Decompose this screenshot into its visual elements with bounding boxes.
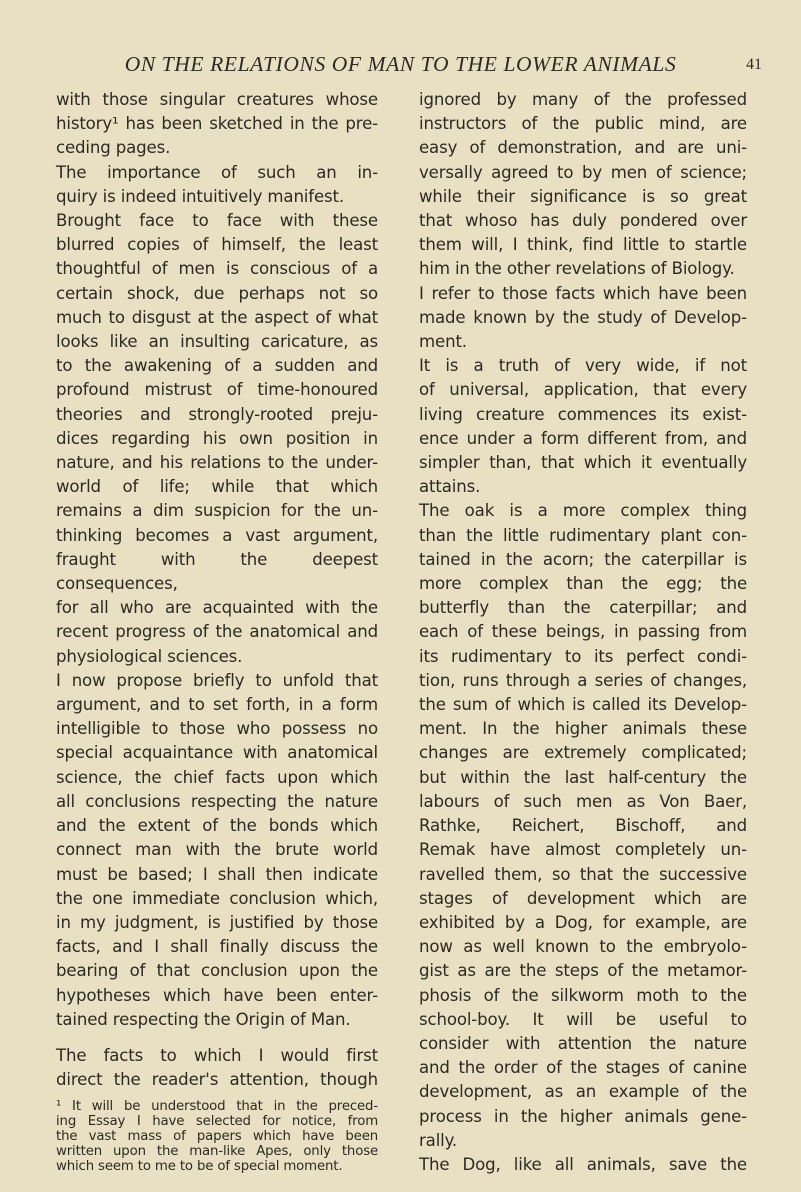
text-line: than the little rudimentary plant con- — [419, 525, 747, 545]
text-line: intelligible to those who possess no — [56, 719, 378, 739]
text-line: instructors of the public mind, are — [419, 114, 747, 134]
text-line: development, as an example of the — [419, 1082, 747, 1102]
text-line: the vast mass of papers which have been — [56, 1128, 378, 1144]
text-line: world of life; while that which — [56, 477, 378, 497]
text-line: ¹ It will be understood that in the preced- — [56, 1099, 378, 1115]
text-line: attains. — [419, 477, 481, 497]
text-line: ing Essay I have selected for notice, from — [56, 1114, 378, 1130]
text-line: history¹ has been sketched in the pre- — [56, 114, 378, 134]
left-column-text-continued — [56, 1044, 378, 1092]
right-column-text — [419, 88, 747, 1177]
text-line: and the extent of the bonds which — [56, 816, 378, 836]
text-line: butterfly than the caterpillar; and — [419, 598, 747, 618]
text-line: them will, I think, find little to startle — [419, 235, 747, 255]
text-line: direct the reader's attention, though — [56, 1070, 378, 1090]
running-header — [0, 52, 801, 77]
text-line: blurred copies of himself, the least — [56, 235, 378, 255]
text-line: and the order of the stages of canine — [419, 1058, 747, 1078]
text-line: bearing of that conclusion upon the — [56, 961, 378, 981]
text-line: science, the chief facts upon which — [56, 767, 378, 787]
text-line: Brought face to face with these — [56, 211, 378, 231]
text-line: phosis of the silkworm moth to the — [419, 985, 747, 1005]
text-line: remains a dim suspicion for the un- — [56, 501, 378, 521]
left-column-text — [56, 88, 378, 1032]
text-line: made known by the study of Develop- — [419, 307, 747, 327]
text-line: stages of development which are — [419, 888, 747, 908]
text-line: versally agreed to by men of science; — [419, 162, 747, 182]
text-line: I refer to those facts which have been — [419, 283, 747, 303]
text-line: labours of such men as Von Baer, — [419, 791, 747, 811]
text-line: must be based; I shall then indicate — [56, 864, 378, 884]
text-line: thoughtful of men is conscious of a — [56, 259, 378, 279]
text-line: tained in the acorn; the caterpillar is — [419, 549, 747, 569]
text-line: easy of demonstration, and are uni- — [419, 138, 747, 158]
text-line: recent progress of the anatomical and — [56, 622, 378, 642]
paragraph-gap — [56, 1032, 378, 1044]
text-line: ment. In the higher animals these — [419, 719, 747, 739]
text-line: school-boy. It will be useful to — [419, 1009, 747, 1029]
text-line: exhibited by a Dog, for example, are — [419, 912, 747, 932]
right-column — [419, 88, 747, 1177]
text-line: now as well known to the embryolo- — [419, 937, 747, 957]
text-line: all conclusions respecting the nature — [56, 791, 378, 811]
text-line: Rathke, Reichert, Bischoff, and — [419, 816, 747, 836]
text-line: each of these beings, in passing from — [419, 622, 747, 642]
text-line: theories and strongly-rooted preju- — [56, 404, 378, 424]
text-line: ence under a form different from, and — [419, 428, 747, 448]
text-line: simpler than, that which it eventually — [419, 453, 747, 473]
text-line: ceding pages. — [56, 138, 171, 158]
text-line: the one immediate conclusion which, — [56, 888, 378, 908]
text-line: more complex than the egg; the — [419, 574, 747, 594]
text-line: that whoso has duly pondered over — [419, 211, 747, 231]
running-title: ON THE RELATIONS OF MAN TO THE LOWER ANIMALS — [124, 52, 677, 76]
text-line: process in the higher animals gene- — [419, 1106, 747, 1126]
text-line: dices regarding his own position in — [56, 428, 378, 448]
text-line: profound mistrust of time-honoured — [56, 380, 378, 400]
text-line: in my judgment, is justified by those — [56, 912, 378, 932]
text-line: It is a truth of very wide, if not — [419, 356, 747, 376]
text-line: I now propose briefly to unfold that — [56, 670, 378, 690]
text-line: Remak have almost completely un- — [419, 840, 747, 860]
text-line: The oak is a more complex thing — [419, 501, 747, 521]
text-line: The Dog, like all animals, save the — [419, 1154, 747, 1174]
text-line: written upon the man-like Apes, only those — [56, 1143, 378, 1159]
text-line: ment. — [419, 332, 467, 352]
text-line: while their significance is so great — [419, 186, 747, 206]
text-line: for all who are acquainted with the — [56, 598, 378, 618]
text-line: quiry is indeed intuitively manifest. — [56, 186, 344, 206]
text-line: nature, and his relations to the under- — [56, 453, 378, 473]
text-line: its rudimentary to its perfect condi- — [419, 646, 747, 666]
text-line: hypotheses which have been enter- — [56, 985, 378, 1005]
text-line: The importance of such an in- — [56, 162, 378, 182]
text-line: rally. — [419, 1130, 458, 1150]
text-line: the sum of which is called its Develop- — [419, 695, 747, 715]
text-line: facts, and I shall finally discuss the — [56, 937, 378, 957]
text-line: tained respecting the Origin of Man. — [56, 1009, 351, 1029]
text-line: argument, and to set forth, in a form — [56, 695, 378, 715]
footnote — [56, 1100, 378, 1174]
text-line: tion, runs through a series of changes, — [419, 670, 747, 690]
text-line: certain shock, due perhaps not so — [56, 283, 378, 303]
text-line: The facts to which I would first — [56, 1045, 378, 1065]
text-line: much to disgust at the aspect of what — [56, 307, 378, 327]
text-line: fraught with the deepest consequences, — [56, 549, 378, 594]
text-line: to the awakening of a sudden and — [56, 356, 378, 376]
text-line: gist as are the steps of the metamor- — [419, 961, 747, 981]
text-line: living creature commences its exist- — [419, 404, 747, 424]
text-line: ignored by many of the professed — [419, 90, 747, 109]
text-line: him in the other revelations of Biology. — [419, 259, 735, 279]
text-line: which seem to me to be of special moment. — [56, 1158, 343, 1174]
text-line: thinking becomes a vast argument, — [56, 525, 378, 545]
text-line: changes are extremely complicated; — [419, 743, 747, 763]
text-line: connect man with the brute world — [56, 840, 378, 860]
text-line: consider with attention the nature — [419, 1033, 747, 1053]
page-number: 41 — [746, 56, 762, 73]
text-line: physiological sciences. — [56, 646, 243, 666]
text-line: special acquaintance with anatomical — [56, 743, 378, 763]
text-line: looks like an insulting caricature, as — [56, 332, 378, 352]
text-line: of universal, application, that every — [419, 380, 747, 400]
text-line: with those singular creatures whose — [56, 90, 378, 109]
text-line: but within the last half-century the — [419, 767, 747, 787]
left-column — [56, 88, 378, 1174]
text-line: ravelled them, so that the successive — [419, 864, 747, 884]
